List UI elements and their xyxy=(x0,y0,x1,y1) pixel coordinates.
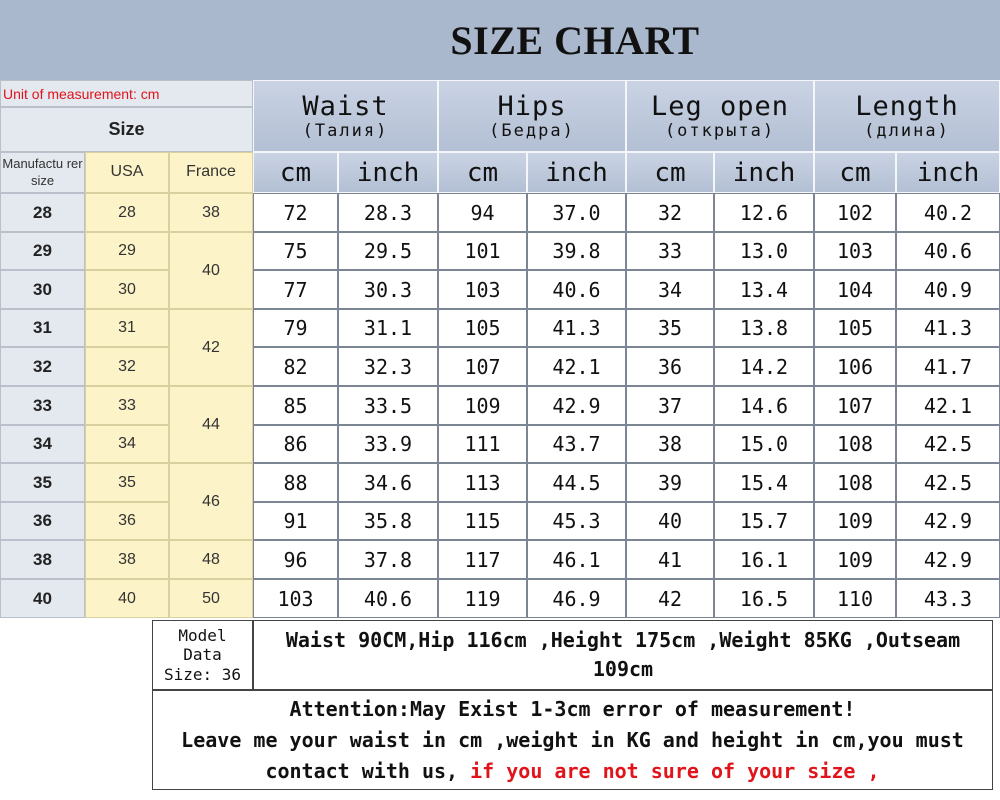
attention-line-1: Attention:May Exist 1-3cm error of measurement! xyxy=(289,696,856,721)
table-cell: 37.0 xyxy=(527,193,626,232)
leg-open-label: Leg open xyxy=(650,90,790,122)
table-cell: 14.6 xyxy=(714,386,814,425)
table-cell: 106 xyxy=(814,347,896,386)
manufacturer-size-cell: 38 xyxy=(0,540,85,579)
table-cell: 111 xyxy=(438,425,527,463)
leg-open-header xyxy=(626,80,814,152)
table-cell: 82 xyxy=(253,347,338,386)
france-size-cell: 40 xyxy=(169,232,253,309)
usa-size-cell: 31 xyxy=(85,309,169,347)
table-cell: 40.6 xyxy=(527,270,626,309)
usa-size-cell: 40 xyxy=(85,579,169,618)
table-cell: 37 xyxy=(626,386,714,425)
table-cell: 34 xyxy=(626,270,714,309)
table-cell: 41.3 xyxy=(527,309,626,347)
table-cell: 107 xyxy=(814,386,896,425)
table-cell: 115 xyxy=(438,502,527,540)
france-size-cell: 44 xyxy=(169,386,253,463)
usa-size-cell: 28 xyxy=(85,193,169,232)
table-cell: 35 xyxy=(626,309,714,347)
table-cell: 32 xyxy=(626,193,714,232)
table-cell: 42.5 xyxy=(896,425,1000,463)
usa-size-cell: 33 xyxy=(85,386,169,425)
table-cell: 77 xyxy=(253,270,338,309)
unit-note: Unit of measurement: cm xyxy=(0,80,253,107)
table-cell: 12.6 xyxy=(714,193,814,232)
table-cell: 40 xyxy=(626,502,714,540)
table-cell: 40.9 xyxy=(896,270,1000,309)
size-header: Size xyxy=(0,107,253,152)
table-cell: 42.9 xyxy=(527,386,626,425)
usa-size-cell: 35 xyxy=(85,463,169,502)
table-cell: 31.1 xyxy=(338,309,438,347)
table-cell: 28.3 xyxy=(338,193,438,232)
table-cell: 108 xyxy=(814,463,896,502)
table-cell: 109 xyxy=(814,502,896,540)
table-cell: 40.6 xyxy=(338,579,438,618)
model-label-line-3: Size: 36 xyxy=(163,664,242,684)
table-cell: 42.9 xyxy=(896,502,1000,540)
table-cell: 42.1 xyxy=(527,347,626,386)
table-cell: 41 xyxy=(626,540,714,579)
hips-label: Hips xyxy=(497,90,567,122)
table-cell: 33.9 xyxy=(338,425,438,463)
model-label-line-2: Data xyxy=(183,645,222,665)
table-cell: 13.8 xyxy=(714,309,814,347)
usa-size-cell: 36 xyxy=(85,502,169,540)
france-size-cell: 48 xyxy=(169,540,253,579)
table-cell: 41.7 xyxy=(896,347,1000,386)
manufacturer-size-cell: 33 xyxy=(0,386,85,425)
france-size-cell: 50 xyxy=(169,579,253,618)
table-cell: 43.7 xyxy=(527,425,626,463)
usa-size-cell: 32 xyxy=(85,347,169,386)
table-cell: 117 xyxy=(438,540,527,579)
manufacturer-size-cell: 36 xyxy=(0,502,85,540)
table-cell: 103 xyxy=(814,232,896,270)
france-header: France xyxy=(169,152,253,193)
usa-size-cell: 29 xyxy=(85,232,169,270)
table-cell: 43.3 xyxy=(896,579,1000,618)
table-cell: 113 xyxy=(438,463,527,502)
table-cell: 86 xyxy=(253,425,338,463)
table-cell: 15.4 xyxy=(714,463,814,502)
table-cell: 102 xyxy=(814,193,896,232)
table-cell: 72 xyxy=(253,193,338,232)
table-cell: 105 xyxy=(438,309,527,347)
manufacturer-size-cell: 30 xyxy=(0,270,85,309)
table-cell: 94 xyxy=(438,193,527,232)
length-translation: (длина) xyxy=(864,120,950,141)
table-cell: 104 xyxy=(814,270,896,309)
manufacturer-size-header: Manufactu rer size xyxy=(0,152,85,193)
table-cell: 36 xyxy=(626,347,714,386)
table-cell: 79 xyxy=(253,309,338,347)
table-cell: 40.2 xyxy=(896,193,1000,232)
usa-header: USA xyxy=(85,152,169,193)
usa-size-cell: 34 xyxy=(85,425,169,463)
unit-header-inch: inch xyxy=(527,152,626,193)
table-cell: 75 xyxy=(253,232,338,270)
unit-header-inch: inch xyxy=(714,152,814,193)
hips-header xyxy=(438,80,626,152)
manufacturer-size-cell: 35 xyxy=(0,463,85,502)
table-cell: 30.3 xyxy=(338,270,438,309)
unit-header-inch: inch xyxy=(896,152,1000,193)
table-cell: 45.3 xyxy=(527,502,626,540)
unit-header-cm: cm xyxy=(814,152,896,193)
unit-header-cm: cm xyxy=(438,152,527,193)
table-cell: 85 xyxy=(253,386,338,425)
table-cell: 39 xyxy=(626,463,714,502)
unit-header-inch: inch xyxy=(338,152,438,193)
table-cell: 41.3 xyxy=(896,309,1000,347)
table-cell: 37.8 xyxy=(338,540,438,579)
manufacturer-size-cell: 29 xyxy=(0,232,85,270)
table-cell: 15.0 xyxy=(714,425,814,463)
model-label-line-1: Model xyxy=(178,626,227,646)
table-cell: 108 xyxy=(814,425,896,463)
table-cell: 107 xyxy=(438,347,527,386)
length-header xyxy=(814,80,1000,152)
table-cell: 16.5 xyxy=(714,579,814,618)
manufacturer-size-cell: 28 xyxy=(0,193,85,232)
usa-size-cell: 38 xyxy=(85,540,169,579)
table-cell: 109 xyxy=(814,540,896,579)
table-cell: 42.5 xyxy=(896,463,1000,502)
waist-translation: (Талия) xyxy=(302,120,389,141)
leg-open-translation: (открыта) xyxy=(664,120,776,141)
table-cell: 101 xyxy=(438,232,527,270)
table-cell: 88 xyxy=(253,463,338,502)
table-cell: 34.6 xyxy=(338,463,438,502)
table-cell: 35.8 xyxy=(338,502,438,540)
hips-translation: (Бедра) xyxy=(489,120,575,141)
length-label: Length xyxy=(855,90,959,122)
page-title: SIZE CHART xyxy=(450,17,700,63)
table-cell: 40.6 xyxy=(896,232,1000,270)
table-cell: 39.8 xyxy=(527,232,626,270)
france-size-cell: 38 xyxy=(169,193,253,232)
table-cell: 33.5 xyxy=(338,386,438,425)
table-cell: 33 xyxy=(626,232,714,270)
france-size-cell: 42 xyxy=(169,309,253,386)
table-cell: 119 xyxy=(438,579,527,618)
attention-line-3 xyxy=(265,756,879,787)
attention-line-3-red: if you are not sure of your size , xyxy=(470,758,880,783)
waist-header xyxy=(253,80,438,152)
manufacturer-size-cell: 34 xyxy=(0,425,85,463)
table-cell: 103 xyxy=(253,579,338,618)
manufacturer-size-cell: 32 xyxy=(0,347,85,386)
table-cell: 38 xyxy=(626,425,714,463)
table-cell: 105 xyxy=(814,309,896,347)
table-cell: 32.3 xyxy=(338,347,438,386)
table-cell: 14.2 xyxy=(714,347,814,386)
table-cell: 110 xyxy=(814,579,896,618)
model-data-text: Waist 90CM,Hip 116cm ,Height 175cm ,Weight 85KG ,Outseam 109cm xyxy=(253,620,993,690)
attention-note xyxy=(152,690,993,790)
table-cell: 13.4 xyxy=(714,270,814,309)
table-cell: 29.5 xyxy=(338,232,438,270)
table-cell: 16.1 xyxy=(714,540,814,579)
model-data-label xyxy=(152,620,253,690)
manufacturer-size-cell: 40 xyxy=(0,579,85,618)
manufacturer-size-cell: 31 xyxy=(0,309,85,347)
table-cell: 42.9 xyxy=(896,540,1000,579)
table-cell: 96 xyxy=(253,540,338,579)
table-cell: 15.7 xyxy=(714,502,814,540)
table-cell: 109 xyxy=(438,386,527,425)
usa-size-cell: 30 xyxy=(85,270,169,309)
unit-header-cm: cm xyxy=(253,152,338,193)
table-cell: 42 xyxy=(626,579,714,618)
attention-line-2: Leave me your waist in cm ,weight in KG and height in cm,you must xyxy=(181,727,964,752)
table-cell: 103 xyxy=(438,270,527,309)
table-cell: 46.9 xyxy=(527,579,626,618)
table-cell: 42.1 xyxy=(896,386,1000,425)
france-size-cell: 46 xyxy=(169,463,253,540)
attention-line-3-black: contact with us, xyxy=(265,758,471,783)
table-cell: 13.0 xyxy=(714,232,814,270)
waist-label: Waist xyxy=(302,90,389,122)
table-cell: 91 xyxy=(253,502,338,540)
unit-header-cm: cm xyxy=(626,152,714,193)
table-cell: 44.5 xyxy=(527,463,626,502)
table-cell: 46.1 xyxy=(527,540,626,579)
